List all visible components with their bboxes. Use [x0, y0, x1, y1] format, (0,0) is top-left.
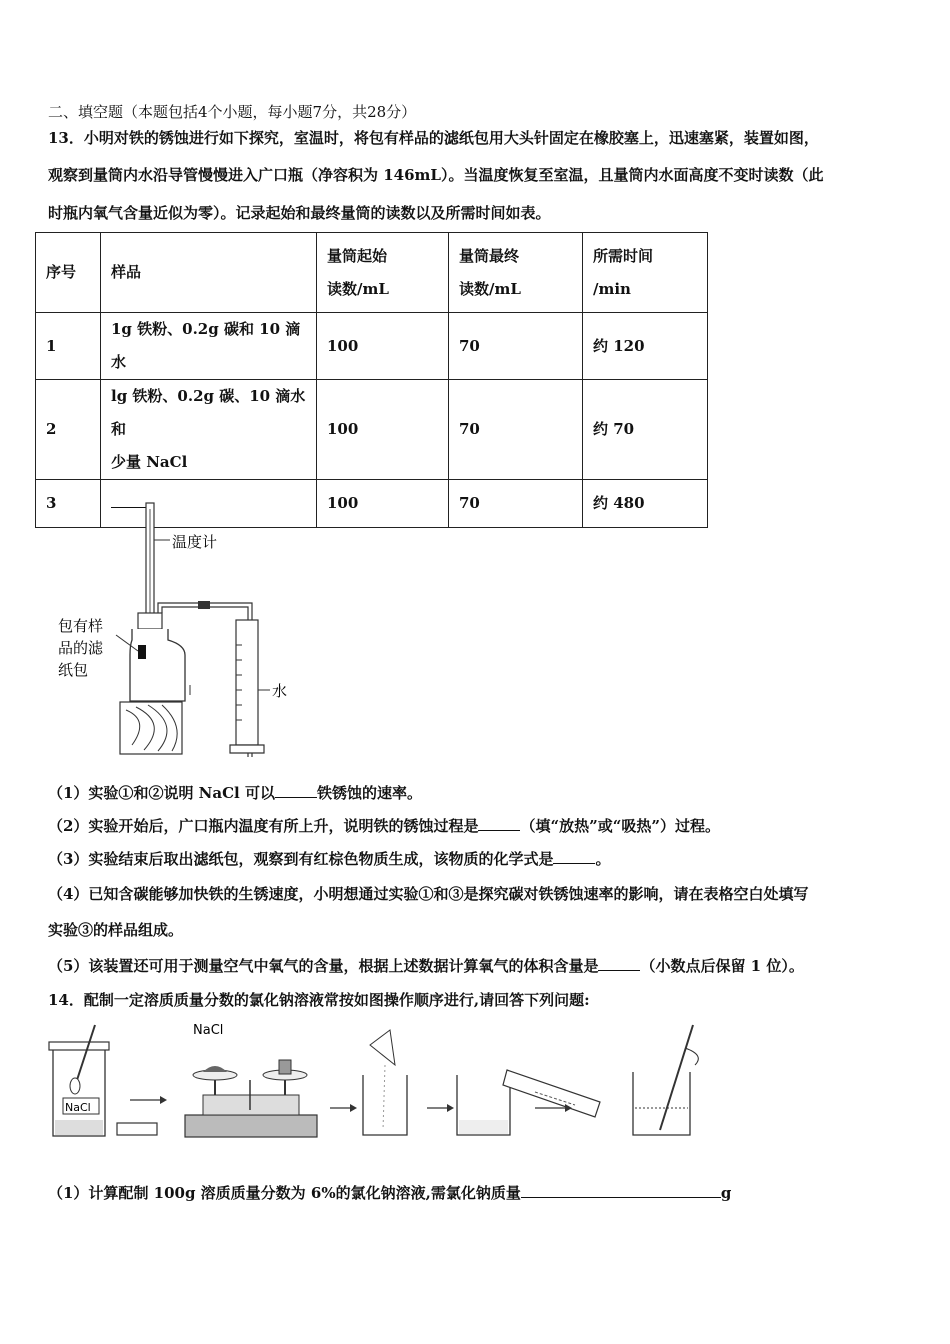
sample-pouch [138, 645, 146, 659]
header-final: 量筒最终 读数/mL [449, 233, 583, 313]
cell-final: 70 [449, 380, 583, 480]
q13-line-2: 观察到量筒内水沿导管慢慢进入广口瓶（净容积为 146mL）。当温度恢复至室温，且量筒内水面高度不变时读数（此 [48, 166, 824, 184]
svg-text:NaCl: NaCl [65, 1101, 91, 1114]
q13-sub-3: （3）实验结束后取出滤纸包，观察到有红棕色物质生成，该物质的化学式是 。 [48, 850, 611, 868]
table-row [36, 313, 708, 380]
water-label: 水 [272, 682, 288, 700]
q14-title: 14．配制一定溶质质量分数的氯化钠溶液常按如图操作顺序进行,请回答下列问题: [48, 991, 590, 1009]
rusting-apparatus-figure [40, 495, 320, 765]
wide-mouth-bottle [130, 629, 185, 701]
answer-blank[interactable] [521, 1182, 721, 1198]
solution-prep-figure [45, 1020, 710, 1145]
answer-blank[interactable] [478, 815, 520, 831]
table-row [36, 380, 708, 480]
balance [185, 1023, 317, 1137]
cell-time: 约 120 [583, 313, 708, 380]
cell-no: 2 [36, 380, 101, 480]
header-time: 所需时间 /min [583, 233, 708, 313]
answer-blank[interactable] [275, 782, 317, 798]
header-sample: 样品 [101, 233, 317, 313]
wood-block [120, 702, 182, 754]
cell-start: 100 [317, 380, 449, 480]
q13-sub-1: （1）实验①和②说明 NaCl 可以 铁锈蚀的速率。 [48, 784, 422, 802]
thermometer-label: 温度计 [172, 533, 218, 551]
q13-sub-2: （2）实验开始后，广口瓶内温度有所上升，说明铁的锈蚀过程是 （填“放热”或“吸热”）过程。 [48, 817, 720, 835]
cell-start: 100 [317, 480, 449, 528]
table-header-row [36, 233, 708, 313]
graduated-cylinder [236, 620, 258, 745]
q13-sub-4-line-2: 实验③的样品组成。 [48, 921, 184, 939]
q13-sub-4-line-1: （4）已知含碳能够加快铁的生锈速度，小明想通过实验①和③是探究碳对铁锈蚀速率的影响，请在表格空白处填写 [48, 885, 809, 903]
cell-no: 3 [36, 480, 101, 528]
beaker-with-glass-rod [633, 1025, 698, 1135]
cell-sample: lg 铁粉、0.2g 碳、10 滴水和 少量 NaCl [101, 380, 317, 480]
cell-final: 70 [449, 480, 583, 528]
header-no: 序号 [36, 233, 101, 313]
cell-time: 约 70 [583, 380, 708, 480]
q13-line-3: 时瓶内氧气含量近似为零）。记录起始和最终量筒的读数以及所需时间如表。 [48, 204, 551, 222]
answer-blank[interactable] [553, 848, 595, 864]
sample-label: 纸包 [58, 661, 89, 679]
sample-label: 包有样 [58, 617, 104, 635]
cell-start: 100 [317, 313, 449, 380]
q13-line-1: 13．小明对铁的锈蚀进行如下探究，室温时，将包有样品的滤纸包用大头针固定在橡胶塞上，迅速塞紧，装置如图， [48, 129, 819, 147]
experiment-table [35, 232, 708, 528]
reagent-jar [49, 1025, 109, 1136]
section-heading: 二、填空题（本题包括4个小题，每小题7分，共28分） [48, 103, 417, 121]
answer-blank[interactable] [598, 955, 640, 971]
beaker-with-paper [363, 1030, 407, 1135]
cell-sample: 1g 铁粉、0.2g 碳和 10 滴水 [101, 313, 317, 380]
cell-time: 约 480 [583, 480, 708, 528]
cell-no: 1 [36, 313, 101, 380]
header-start: 量筒起始 读数/mL [317, 233, 449, 313]
q14-sub-1: （1）计算配制 100g 溶质质量分数为 6%的氯化钠溶液,需氯化钠质量 g [48, 1184, 732, 1202]
svg-text:NaCl: NaCl [193, 1023, 224, 1038]
q13-sub-5: （5）该装置还可用于测量空气中氧气的含量，根据上述数据计算氧气的体积含量是 （小数点后保留 1 位）。 [48, 957, 804, 975]
pouring-cylinder [457, 1070, 600, 1135]
cell-final: 70 [449, 313, 583, 380]
sample-label: 品的滤 [58, 639, 104, 657]
